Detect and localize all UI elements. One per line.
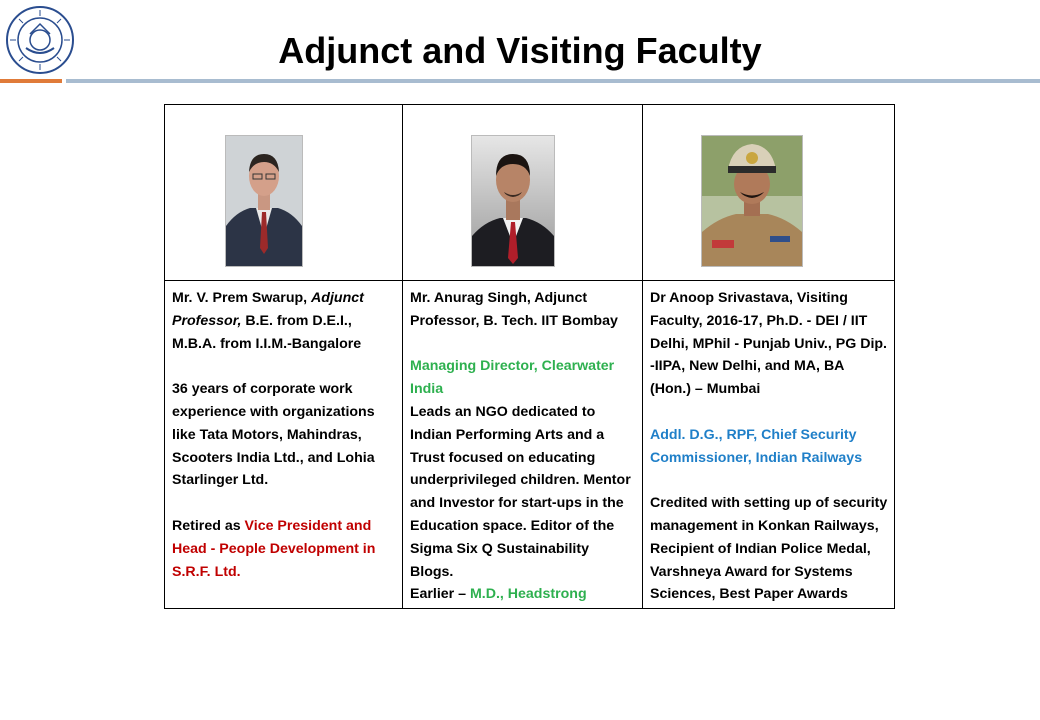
faculty-2-photo-cell [403, 105, 643, 281]
faculty-2-description: Leads an NGO dedicated to Indian Performing Arts and a Trust focused on educating underprivileged children. Mentor and Investor for start-ups in the Education space. Editor of the Sigma Six Q Sustainability Blogs. [410, 403, 631, 580]
faculty-1-heading [172, 287, 396, 355]
faculty-1-qualifications: B.E. from D.E.I., M.B.A. from I.I.M.-Bangalore [172, 312, 362, 352]
details-row [165, 281, 895, 609]
faculty-2-details [403, 281, 643, 609]
faculty-3-photo-cell [643, 105, 895, 281]
faculty-2-earlier [410, 583, 636, 606]
faculty-3-credits: Credited with setting up of security management in Konkan Railways, Recipient of Indian Police Medal, Varshneya Award for Systems Sciences, Best Paper Awards [650, 495, 888, 603]
faculty-3-portrait [701, 135, 803, 267]
faculty-1-retired-prefix: Retired as [172, 517, 245, 534]
faculty-2-earlier-highlight: M.D., Headstrong [469, 586, 587, 603]
page-title: Adjunct and Visiting Faculty [278, 30, 762, 71]
faculty-2-portrait [471, 135, 555, 267]
faculty-1-name: Mr. V. Prem Swarup, [172, 290, 312, 306]
faculty-1-retired-highlight: Vice President and Head - People Development in S.R.F. Ltd. [172, 517, 376, 580]
faculty-2-intro: Mr. Anurag Singh, Adjunct Professor, B. Tech. IIT Bombay [410, 290, 618, 329]
faculty-2-earlier-prefix: Earlier – [410, 586, 470, 603]
faculty-1-portrait [225, 135, 303, 267]
faculty-3-intro: Dr Anoop Srivastava, Visiting Faculty, 2016-17, Ph.D. - DEI / IIT Delhi, MPhil - Punjab Univ., PG Dip. -IIPA, New Delhi, and MA, BA (Hon.) – Mumbai [650, 290, 887, 398]
photo-row [165, 105, 895, 281]
header-divider-rule [66, 79, 1040, 83]
faculty-1-photo-cell [165, 105, 403, 281]
faculty-table [164, 104, 895, 609]
faculty-2-position: Managing Director, Clearwater India [410, 358, 615, 398]
faculty-1-retired [172, 515, 396, 583]
faculty-1-experience: 36 years of corporate work experience with organizations like Tata Motors, Mahindras, Scooters India Ltd., and Lohia Starlinger Ltd. [172, 381, 375, 489]
faculty-3-details [643, 281, 895, 609]
faculty-1-details [165, 281, 403, 609]
faculty-3-position: Addl. D.G., RPF, Chief Security Commissioner, Indian Railways [650, 426, 863, 466]
header-accent-rule [0, 79, 62, 83]
faculty-1-role: Adjunct Professor, [172, 290, 364, 329]
